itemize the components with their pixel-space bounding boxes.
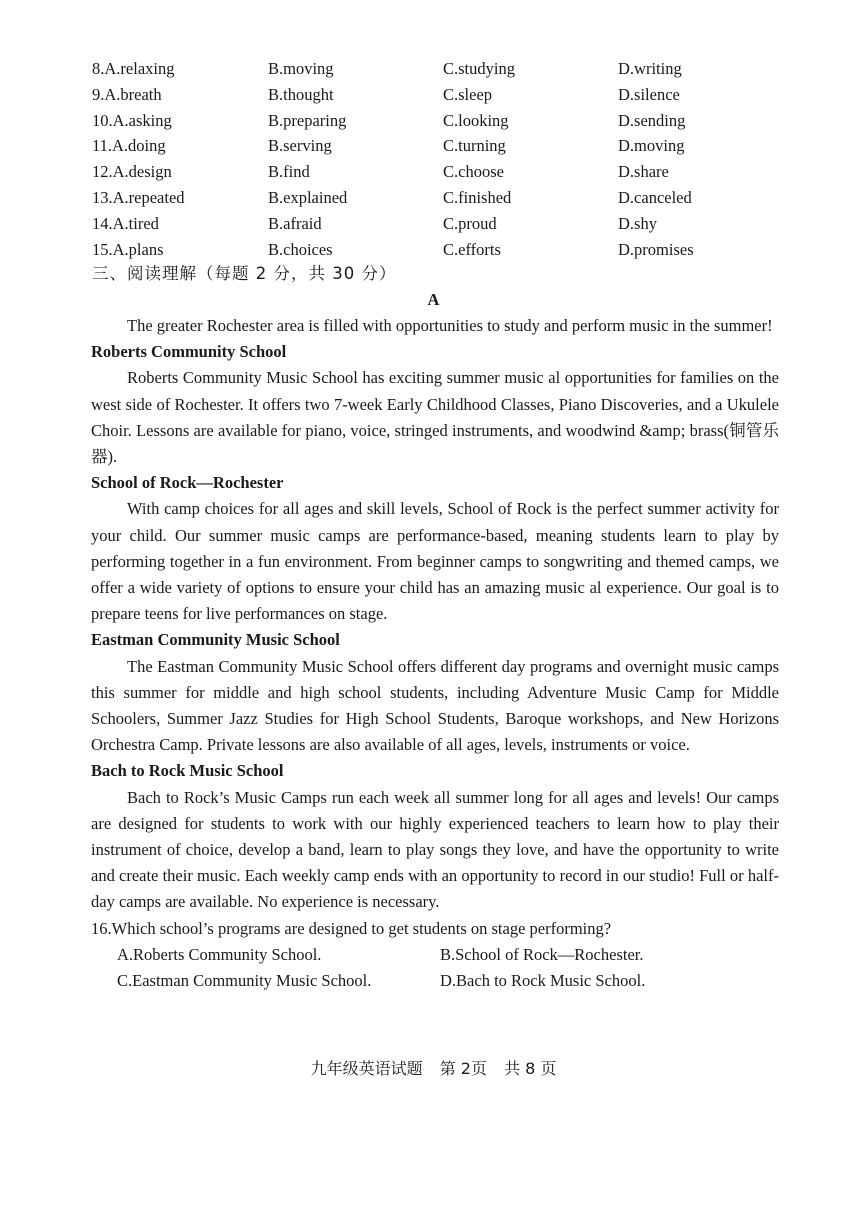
- footer-exam-title: 九年级英语试题: [310, 1059, 423, 1078]
- option-a: 12.A.design: [92, 162, 172, 182]
- school-paragraph: Bach to Rock’s Music Camps run each week all summer long for all ages and levels! Our camps are designed for students to work with our highly experienced teachers to learn how to play their instrument of choice, develop a band, learn to play songs they love, and have the opportunity to write and create their music. Each weekly camp ends with an opportunity to record in our studio! Full or half-day camps are available. No experience is necessary.: [91, 787, 779, 912]
- option-b: B.serving: [268, 136, 332, 156]
- answer-d: D.Bach to Rock Music School.: [440, 971, 646, 991]
- option-b: B.moving: [268, 59, 334, 78]
- option-d: D.silence: [618, 84, 680, 104]
- option-a: 14.A.tired: [92, 213, 159, 233]
- option-row: [92, 56, 792, 82]
- option-a: 8.A.relaxing: [92, 59, 175, 78]
- answer-choices: [91, 942, 779, 994]
- school-title: School of Rock—Rochester: [91, 473, 284, 493]
- option-c: C.efforts: [443, 239, 501, 259]
- option-d: D.sending: [618, 110, 686, 130]
- option-row: [92, 211, 792, 237]
- footer-page-number: 第 2页: [439, 1059, 487, 1078]
- question-16: 16.Which school’s programs are designed to get students on stage performing?: [91, 918, 612, 938]
- footer-total-pages: 共 8 页: [504, 1059, 557, 1078]
- school-paragraph: The Eastman Community Music School offers different day programs and overnight music camps this summer for middle and high school students, including Adventure Music Camp for Middle Schoolers, Summer Jazz Studies for High School Students, Baroque workshops, and New Horizons Orchestra Camp. Private lessons are also available of all ages, levels, instruments or voice.: [91, 656, 779, 755]
- school-title: Roberts Community School: [91, 342, 287, 362]
- answer-b: B.School of Rock—Rochester.: [440, 944, 644, 964]
- option-c: C.proud: [443, 213, 497, 233]
- option-c: C.looking: [443, 110, 509, 130]
- option-a: 13.A.repeated: [92, 187, 185, 207]
- school-title: Bach to Rock Music School: [91, 761, 284, 781]
- passage-letter: A: [427, 290, 440, 309]
- option-d: D.share: [618, 162, 669, 182]
- option-d: D.canceled: [618, 187, 692, 207]
- answer-c: C.Eastman Community Music School.: [117, 971, 372, 991]
- option-b: B.preparing: [268, 110, 347, 130]
- option-row: [92, 159, 792, 185]
- option-row: [92, 237, 792, 263]
- option-a: 11.A.doing: [92, 136, 166, 156]
- option-row: [92, 82, 792, 108]
- option-row: [92, 185, 792, 211]
- intro-paragraph: The greater Rochester area is filled with opportunities to study and perform music in the summer!: [127, 316, 773, 335]
- cloze-options: [92, 56, 792, 262]
- passage-body: [91, 313, 779, 994]
- option-row: [92, 108, 792, 134]
- option-b: B.find: [268, 162, 310, 182]
- option-a: 10.A.asking: [92, 110, 172, 130]
- school-paragraph: Roberts Community Music School has exciting summer music al opportunities for families on the west side of Rochester. It offers two 7-week Early Childhood Classes, Piano Discoveries, and a Ukulele Choir. Lessons are available for piano, voice, stringed instruments, and woodwind &amp; brass(铜管乐器).: [91, 368, 779, 467]
- section-heading: 三、阅读理解（每题 2 分，共 30 分）: [92, 264, 397, 283]
- school-paragraph: With camp choices for all ages and skill levels, School of Rock is the perfect summer activity for your child. Our summer music camps are performance-based, meaning students learn to play by performing together in a fun environment. From beginner camps to songwriting and themed camps, we offer a wide variety of options to ensure your child has an amazing music al experience. Our goal is to prepare teens for live performances on stage.: [91, 499, 779, 624]
- option-b: B.choices: [268, 239, 333, 259]
- page-footer: [0, 1057, 867, 1081]
- option-c: C.sleep: [443, 84, 493, 104]
- option-a: 15.A.plans: [92, 239, 164, 259]
- option-row: [92, 133, 792, 159]
- option-c: C.turning: [443, 136, 506, 156]
- option-d: D.moving: [618, 136, 685, 156]
- option-b: B.explained: [268, 187, 348, 207]
- option-c: C.choose: [443, 162, 504, 182]
- option-d: D.writing: [618, 59, 682, 78]
- option-d: D.shy: [618, 213, 657, 233]
- school-title: Eastman Community Music School: [91, 630, 340, 650]
- option-c: C.finished: [443, 187, 512, 207]
- option-d: D.promises: [618, 239, 694, 259]
- option-b: B.thought: [268, 84, 334, 104]
- answer-a: A.Roberts Community School.: [117, 944, 322, 964]
- option-b: B.afraid: [268, 213, 322, 233]
- option-c: C.studying: [443, 59, 515, 78]
- option-a: 9.A.breath: [92, 84, 162, 104]
